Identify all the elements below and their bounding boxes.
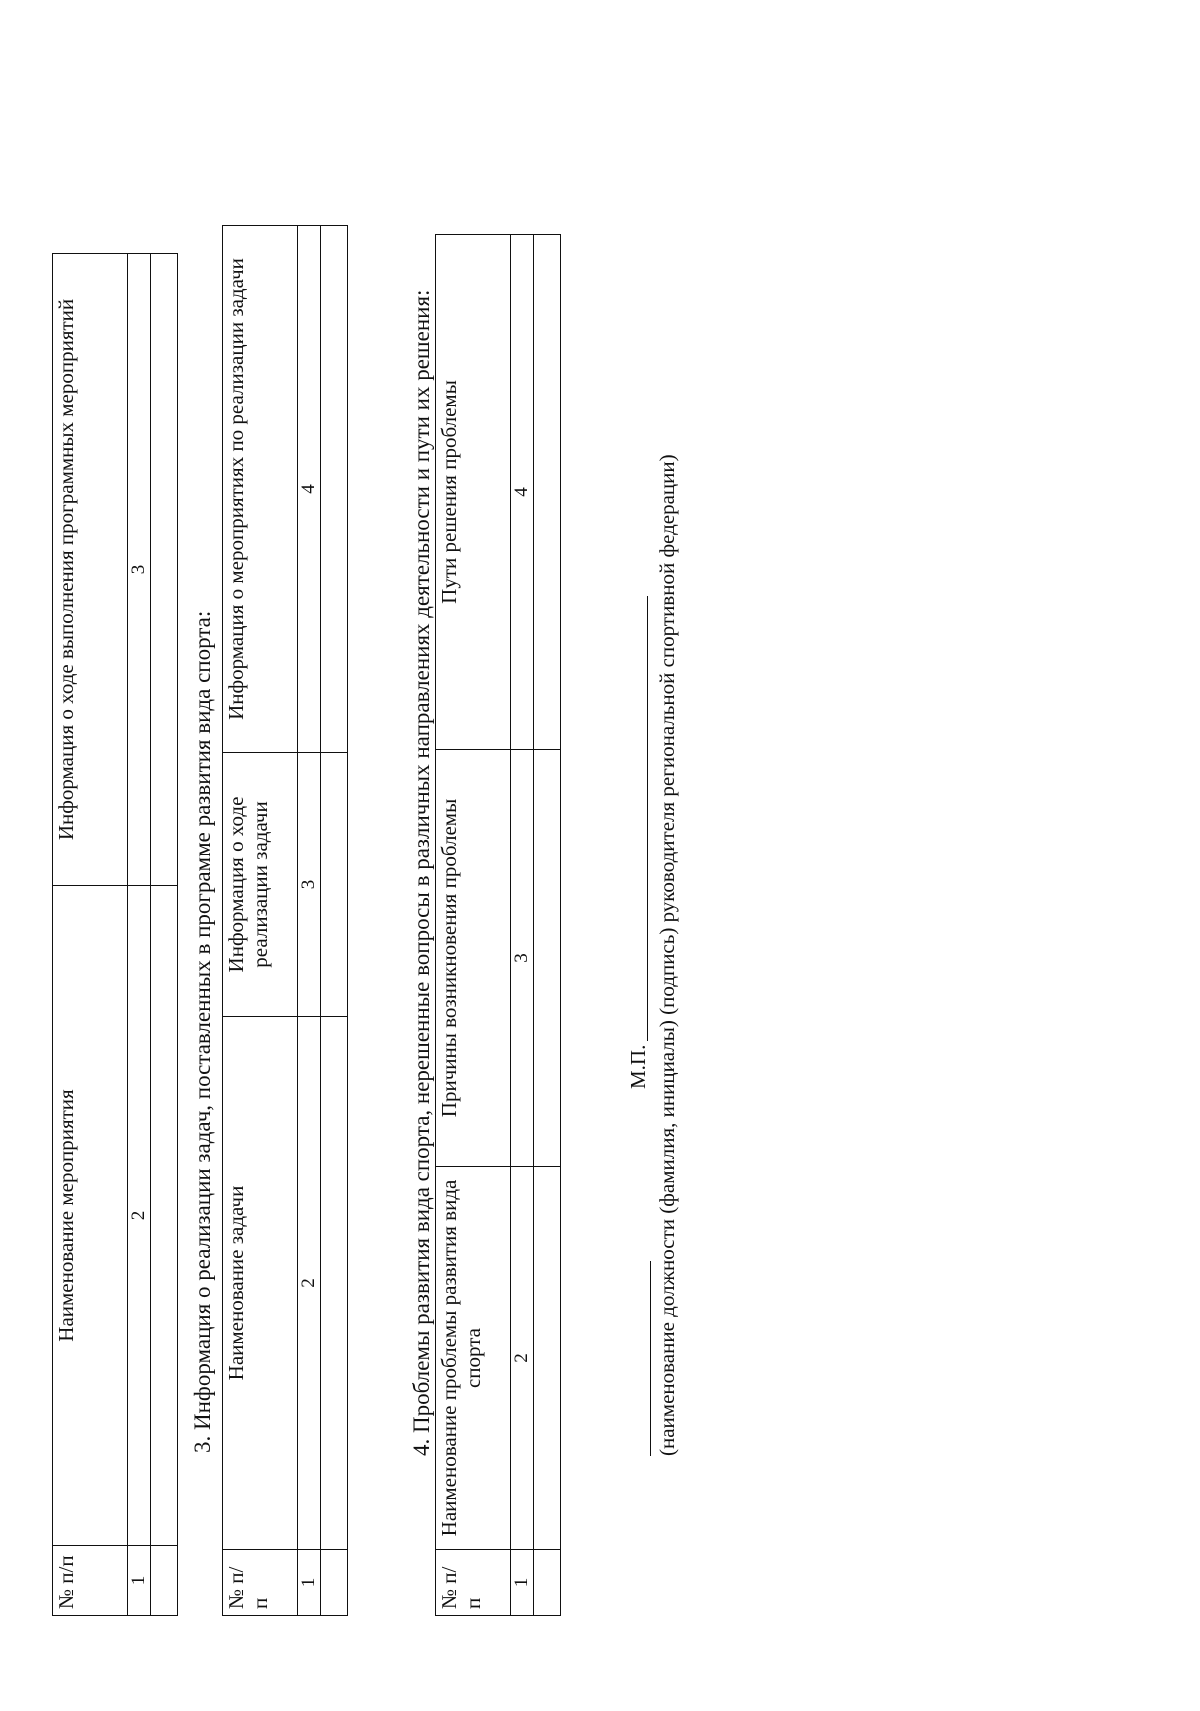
column-number-1: 1 [511,1550,534,1616]
header-problem-solutions: Пути решения проблемы [436,235,511,750]
table-cell [321,1550,348,1616]
problems-table [435,234,561,1616]
header-event-progress: Информация о ходе выполнения программных мероприятий [53,254,128,886]
table-cell [534,1167,561,1550]
table-cell [534,235,561,750]
table-cell [151,1546,178,1616]
table-cell [321,1017,348,1550]
column-number-4: 4 [511,235,534,750]
header-number: № п/п [223,1550,298,1616]
header-event-name: Наименование мероприятия [53,886,128,1546]
events-table [52,253,178,1616]
column-number-1: 1 [128,1546,151,1616]
header-task-progress: Информация о ходе реализации задачи [223,753,298,1017]
header-number: № п/п [436,1550,511,1616]
table-cell [151,886,178,1546]
header-task-name: Наименование задачи [223,1017,298,1550]
column-number-3: 3 [511,750,534,1167]
position-line [650,1261,651,1456]
table-cell [534,750,561,1167]
column-number-2: 2 [128,886,151,1546]
table-cell [321,226,348,753]
stamp-label: М.П. [626,1044,650,1089]
section-4-heading: 4. Проблемы развития вида спорта, нерешенные вопросы в различных направлениях деятельности и пути их решения: [409,289,434,1456]
signature-line [647,596,648,1041]
column-number-4: 4 [298,226,321,753]
column-number-2: 2 [511,1167,534,1550]
table-cell [151,254,178,886]
header-problem-name: Наименование проблемы развития вида спорта [436,1167,511,1550]
column-number-3: 3 [128,254,151,886]
header-problem-causes: Причины возникновения проблемы [436,750,511,1167]
table-cell [534,1550,561,1616]
header-number: № п/п [53,1546,128,1616]
header-task-events: Информация о мероприятиях по реализации задачи [223,226,298,753]
column-number-2: 2 [298,1017,321,1550]
tasks-table [222,225,348,1616]
column-number-1: 1 [298,1550,321,1616]
section-3-heading: 3. Информация о реализации задач, поставленных в программе развития вида спорта: [190,610,215,1453]
table-cell [321,753,348,1017]
signature-caption: (наименование должности (фамилия, инициалы) (подпись) руководителя региональной спортивной федерации) [655,454,679,1456]
column-number-3: 3 [298,753,321,1017]
